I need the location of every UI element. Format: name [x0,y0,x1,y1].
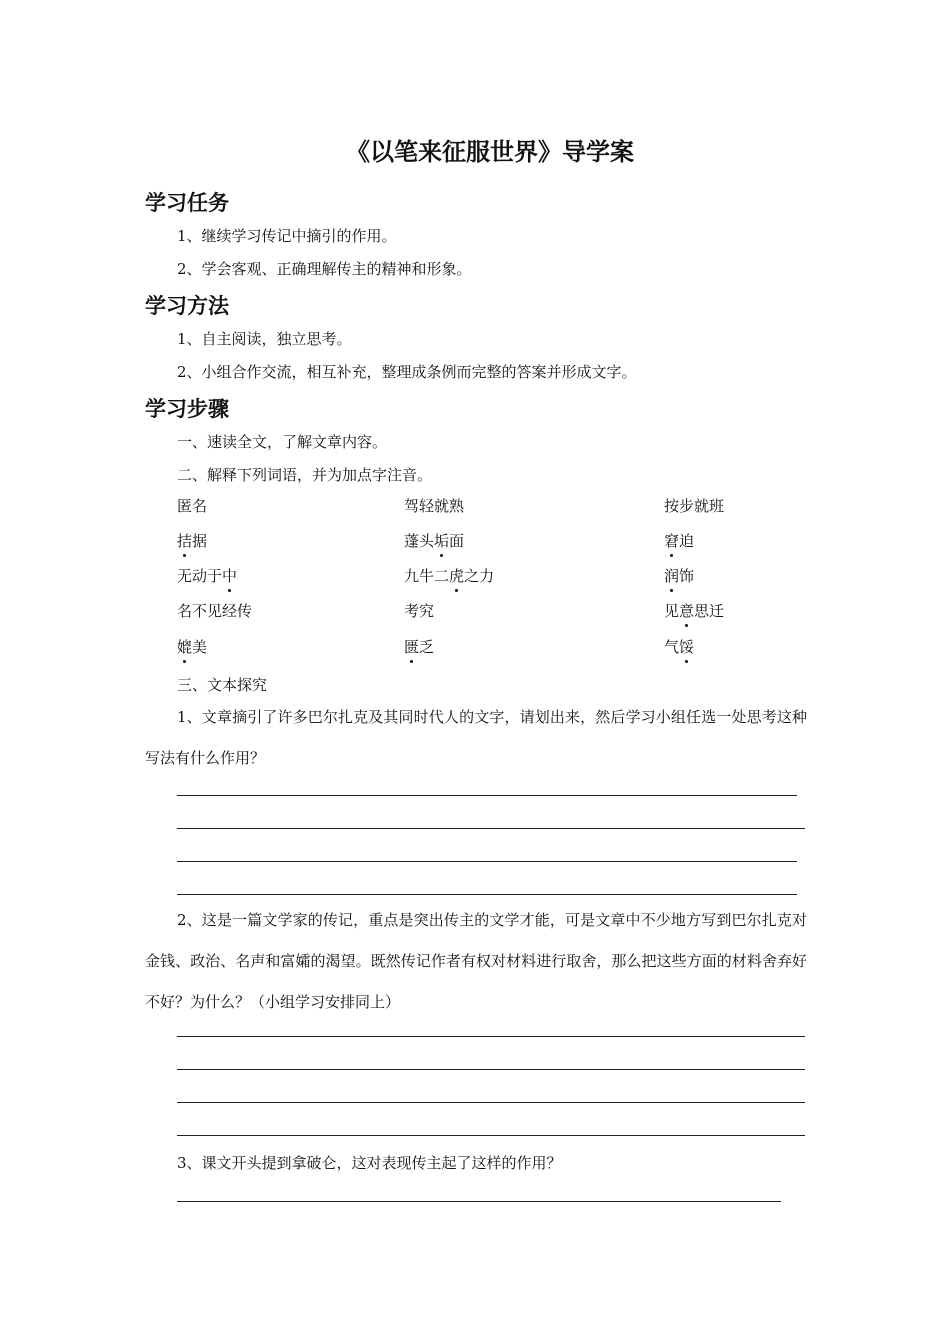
emphasis-dot-char: 匮 [404,638,420,656]
vocabulary-word: 无动于中 [177,567,238,585]
answer-line[interactable] [177,795,797,796]
emphasis-dot-char: 媲 [177,638,193,656]
vocabulary-word: 润饰 [664,567,695,585]
vocabulary-word: 名不见经传 [177,602,253,620]
emphasis-dot-char: 垢 [434,532,450,550]
emphasis-dot-char: 馁 [679,638,695,656]
question-one: 1、文章摘引了许多巴尔扎克及其同时代人的文字，请划出来，然后学习小组任选一处思考这种写法有什么作用？ [145,708,807,767]
vocabulary-word: 蓬头垢面 [404,532,465,550]
answer-line[interactable] [177,828,805,829]
vocabulary-word: 拮据 [177,532,208,550]
question-two: 2、这是一篇文学家的传记，重点是突出传主的文学才能，可是文章中不少地方写到巴尔扎克对金钱、政治、名声和富孀的渴望。既然传记作者有权对材料进行取舍，那么把这些方面的材料舍弃好不好？为什么？（小组学习安排同上） [145,911,807,1011]
emphasis-dot-char: 虎 [449,567,465,585]
task-item: 1、继续学习传记中摘引的作用。 [177,227,397,245]
vocabulary-word: 见意思迁 [664,602,725,620]
question-three: 3、课文开头提到拿破仑，这对表现传主起了这样的作用？ [177,1154,562,1172]
section-heading-steps: 学习步骤 [145,397,229,421]
method-item: 2、小组合作交流，相互补充，整理成条例而完整的答案并形成文字。 [177,363,637,381]
answer-line[interactable] [177,1069,805,1070]
vocabulary-word: 考究 [404,602,435,620]
answer-line[interactable] [177,1102,805,1103]
step-three: 三、文本探究 [177,676,268,694]
vocabulary-word: 媲美 [177,638,208,656]
vocabulary-word: 窘迫 [664,532,695,550]
emphasis-dot-char: 意 [679,602,695,620]
answer-line[interactable] [177,1201,781,1202]
emphasis-dot-char: 润 [664,567,680,585]
vocabulary-word: 按步就班 [664,497,725,515]
vocabulary-word: 气馁 [664,638,695,656]
section-heading-tasks: 学习任务 [145,191,229,215]
answer-line[interactable] [177,894,797,895]
vocabulary-word: 匮乏 [404,638,435,656]
emphasis-dot-char: 中 [222,567,238,585]
section-heading-methods: 学习方法 [145,294,229,318]
answer-line[interactable] [177,861,797,862]
vocabulary-word: 驾轻就熟 [404,497,465,515]
answer-line[interactable] [177,1135,805,1136]
step-one: 一、速读全文，了解文章内容。 [177,433,388,451]
emphasis-dot-char: 窘 [664,532,680,550]
answer-line[interactable] [177,1036,805,1037]
emphasis-dot-char: 拮 [177,532,193,550]
vocabulary-word: 匿名 [177,497,208,515]
vocabulary-word: 九牛二虎之力 [404,567,495,585]
method-item: 1、自主阅读，独立思考。 [177,330,352,348]
task-item: 2、学会客观、正确理解传主的精神和形象。 [177,260,472,278]
step-two: 二、解释下列词语，并为加点字注音。 [177,466,433,484]
page-title: 《以笔来征服世界》导学案 [346,138,634,166]
